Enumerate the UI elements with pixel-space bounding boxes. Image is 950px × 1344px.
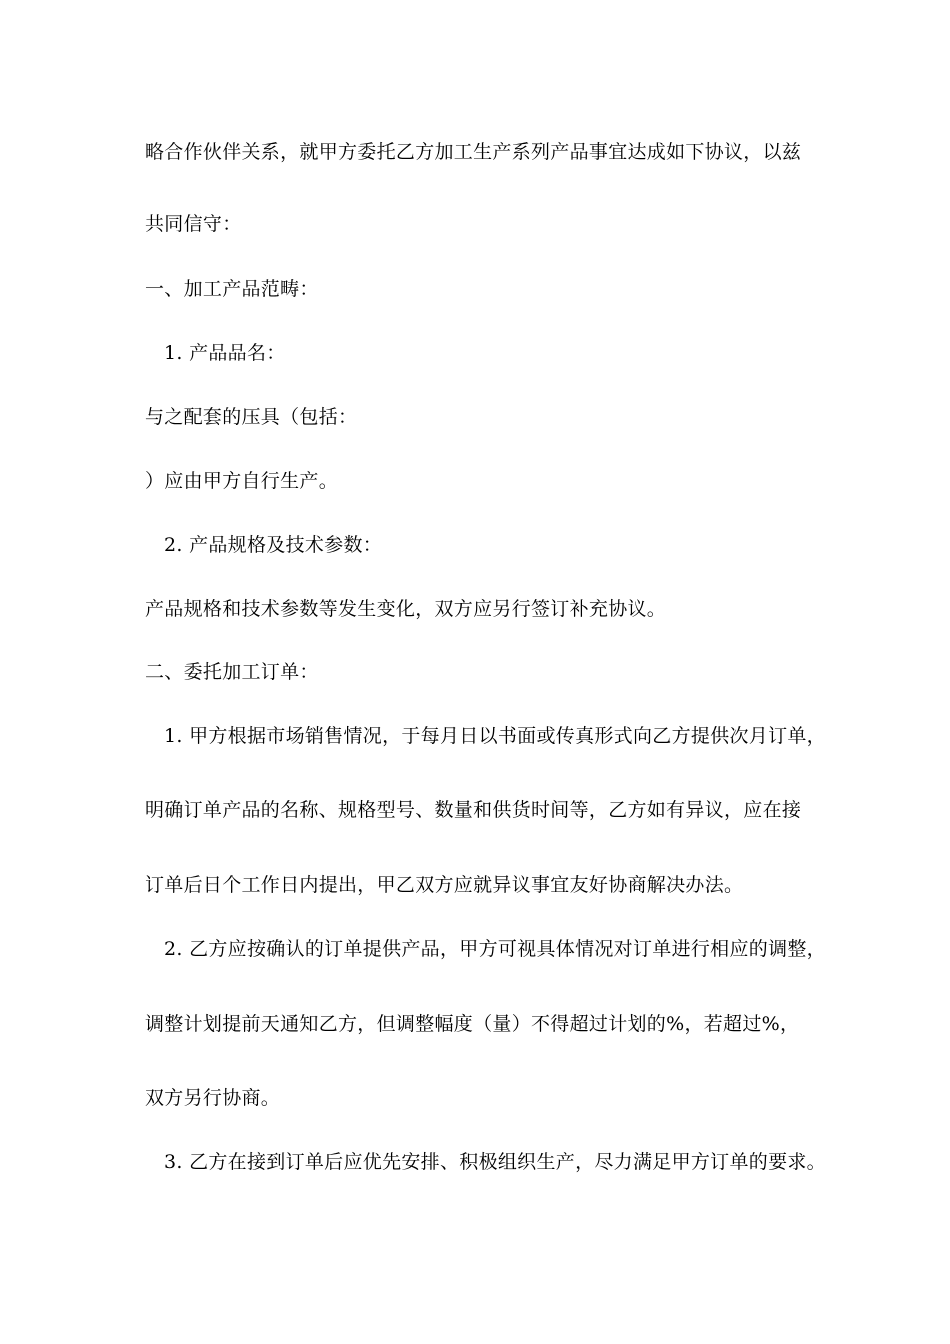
paragraph-line: 订单后日个工作日内提出，甲乙双方应就异议事宜友好协商解决办法。 [145, 874, 744, 896]
section-heading: 一、加工产品范畴： [145, 278, 319, 300]
list-item: 1. 产品品名： [164, 342, 286, 364]
paragraph-line: 与之配套的压具（包括： [145, 406, 358, 428]
paragraph-line: ）应由甲方自行生产。 [145, 470, 339, 492]
list-item: 1. 甲方根据市场销售情况，于每月日以书面或传真形式向乙方提供次月订单， [164, 725, 826, 747]
paragraph-line: 双方另行协商。 [145, 1087, 281, 1109]
list-item: 2. 乙方应按确认的订单提供产品，甲方可视具体情况对订单进行相应的调整， [164, 938, 826, 960]
paragraph-line: 略合作伙伴关系，就甲方委托乙方加工生产系列产品事宜达成如下协议，以兹 [145, 141, 802, 163]
paragraph-line: 共同信守： [145, 213, 242, 235]
list-item: 2. 产品规格及技术参数： [164, 534, 383, 556]
paragraph-line: 调整计划提前天通知乙方，但调整幅度（量）不得超过计划的%，若超过%， [145, 1013, 800, 1035]
paragraph-line: 明确订单产品的名称、规格型号、数量和供货时间等，乙方如有异议，应在接 [145, 799, 802, 821]
paragraph-line: 产品规格和技术参数等发生变化，双方应另行签订补充协议。 [145, 598, 667, 620]
list-item: 3. 乙方在接到订单后应优先安排、积极组织生产，尽力满足甲方订单的要求。 [164, 1151, 826, 1173]
section-heading: 二、委托加工订单： [145, 661, 319, 683]
